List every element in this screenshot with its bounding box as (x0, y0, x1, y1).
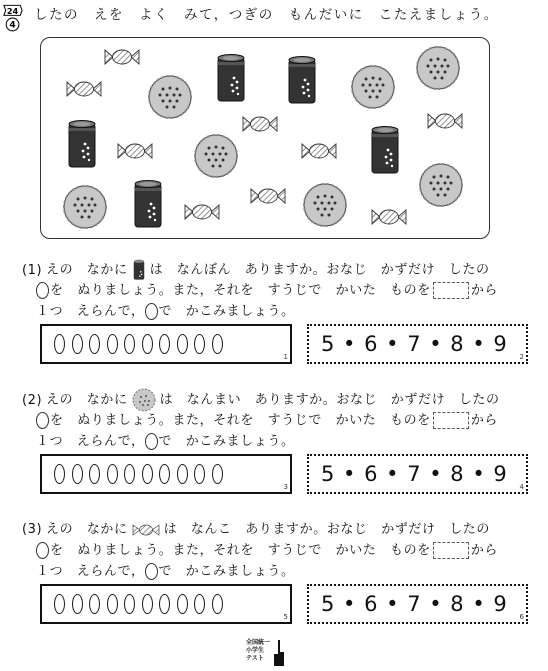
question-text: から (470, 543, 499, 558)
question-text: を ぬりましょう。また，それを すうじで かいた ものを (50, 413, 431, 428)
answer-oval[interactable] (177, 594, 188, 614)
logo-line2: 小学生 (246, 647, 265, 654)
question-line-3 (36, 300, 295, 320)
answer-oval[interactable] (177, 464, 188, 484)
dashed-box-symbol (433, 412, 469, 429)
question-text: えの なかに (46, 262, 128, 278)
question-line-2 (36, 539, 498, 559)
question-line-2 (36, 279, 498, 299)
dashed-box-symbol (433, 542, 469, 559)
question-line-2 (36, 409, 498, 429)
question-text: で かこみましょう。 (158, 304, 295, 319)
box-index: 1 (283, 353, 288, 361)
answer-oval[interactable] (107, 464, 118, 484)
question-text: から (470, 283, 499, 298)
answer-oval[interactable] (212, 334, 223, 354)
candy-icon (132, 523, 160, 537)
box-index: 2 (519, 353, 524, 361)
answer-oval[interactable] (54, 594, 65, 614)
answer-oval-box (40, 584, 292, 624)
question-text: は なんまい ありますか。おなじ かずだけ したの (159, 392, 500, 408)
pointing-hand-icon (272, 638, 286, 668)
box-index: 3 (283, 483, 288, 491)
logo-line1: 全国統一 (246, 639, 271, 646)
problem-number-badge (3, 2, 23, 36)
number-choices[interactable]: 5 • 6 • 7 • 8 • 9 (321, 332, 508, 356)
answer-oval[interactable] (212, 594, 223, 614)
answer-oval[interactable] (159, 594, 170, 614)
answer-oval[interactable] (194, 334, 205, 354)
number-choice-box[interactable] (307, 584, 528, 624)
picture-illustration (40, 37, 490, 239)
oval-symbol (36, 542, 49, 559)
oval-symbol (145, 433, 158, 450)
badge-top-number: 24 (6, 5, 19, 16)
answer-oval[interactable] (159, 464, 170, 484)
oval-symbol (145, 303, 158, 320)
answer-oval[interactable] (124, 334, 135, 354)
oval-symbol (36, 412, 49, 429)
number-choice-box[interactable] (307, 324, 528, 364)
logo-line3: テスト (246, 655, 264, 662)
question-text: を ぬりましょう。また，それを すうじで かいた ものを (50, 283, 431, 298)
question-text: １つ えらんで， (36, 304, 145, 319)
question-line-3 (36, 560, 295, 580)
answer-oval[interactable] (107, 594, 118, 614)
question-text: は なんぼん ありますか。おなじ かずだけ したの (149, 262, 490, 278)
question-text: で かこみましょう。 (158, 564, 295, 579)
logo (246, 638, 286, 668)
question-text: は なんこ ありますか。おなじ かずだけ したの (163, 522, 491, 537)
question-text: えの なかに (46, 522, 128, 537)
question-number: (1) (22, 262, 43, 278)
answer-oval[interactable] (89, 594, 100, 614)
question-line-3 (36, 430, 295, 450)
answer-oval[interactable] (142, 594, 153, 614)
number-choices[interactable]: 5 • 6 • 7 • 8 • 9 (321, 462, 508, 486)
answer-oval[interactable] (142, 464, 153, 484)
question-number: (3) (22, 522, 43, 537)
badge-bottom-number: 4 (9, 20, 16, 31)
answer-oval[interactable] (124, 464, 135, 484)
answer-oval-box (40, 454, 292, 494)
question-text: から (470, 413, 499, 428)
instruction-text: したの えを よく みて，つぎの もんだいに こたえましょう。 (34, 7, 499, 23)
answer-oval[interactable] (159, 334, 170, 354)
answer-oval[interactable] (72, 594, 83, 614)
answer-oval-box (40, 324, 292, 364)
number-choices[interactable]: 5 • 6 • 7 • 8 • 9 (321, 592, 508, 616)
question-text: １つ えらんで， (36, 434, 145, 449)
question-text: を ぬりましょう。また，それを すうじで かいた ものを (50, 543, 431, 558)
number-choice-box[interactable] (307, 454, 528, 494)
answer-oval[interactable] (194, 594, 205, 614)
answer-oval[interactable] (212, 464, 223, 484)
answer-oval[interactable] (54, 464, 65, 484)
answer-oval[interactable] (54, 334, 65, 354)
answer-oval[interactable] (89, 464, 100, 484)
question-text: えの なかに (46, 392, 128, 408)
answer-oval[interactable] (89, 334, 100, 354)
oval-symbol (36, 282, 49, 299)
oval-symbol (145, 563, 158, 580)
box-index: 5 (283, 613, 288, 621)
answer-oval[interactable] (72, 334, 83, 354)
answer-oval[interactable] (177, 334, 188, 354)
question-text: で かこみましょう。 (158, 434, 295, 449)
question-number: (2) (22, 392, 43, 408)
answer-oval[interactable] (124, 594, 135, 614)
question-line-1 (22, 518, 490, 537)
box-index: 6 (519, 613, 524, 621)
dashed-box-symbol (433, 282, 469, 299)
answer-oval[interactable] (72, 464, 83, 484)
answer-oval[interactable] (107, 334, 118, 354)
question-text: １つ えらんで， (36, 564, 145, 579)
answer-oval[interactable] (194, 464, 205, 484)
answer-oval[interactable] (142, 334, 153, 354)
box-index: 4 (519, 483, 524, 491)
